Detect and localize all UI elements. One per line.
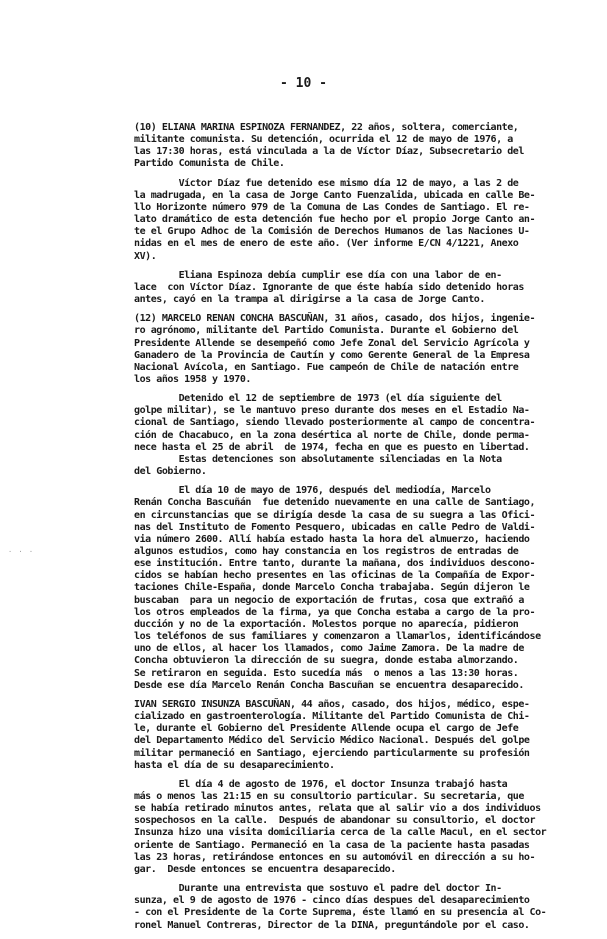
text-line: oriente de Santiago. Permaneció en la casa de la paciente hasta pasadas <box>134 839 530 851</box>
text-line: Nacional Avícola, en Santiago. Fue campeón de Chile de natación entre <box>134 361 519 373</box>
text-line: gar. Desde entonces se encuentra desaparecido. <box>134 863 396 875</box>
text-line: Eliana Espinoza debía cumplir ese día con una labor de en- <box>134 269 502 281</box>
text-line: Detenido el 12 de septiembre de 1973 (el día siguiente del <box>134 393 502 405</box>
text-line: más o menos las 21:15 en su consultorio particular. Su secretaria, que <box>134 790 524 802</box>
text-line: hasta el día de su desaparecimiento. <box>134 759 335 771</box>
text-line: nas del Instituto de Fomento Pesquero, ubicadas en calle Pedro de Valdi- <box>134 521 536 533</box>
text-line: uno de ellos, al hacer los llamados, como Jaime Zamora. De la madre de <box>134 643 524 655</box>
text-line: antes, cayó en la trampa al dirigirse a la casa de Jorge Canto. <box>134 294 485 306</box>
text-line: - con el Presidente de la Corte Suprema, éste llamó en su presencia al Co- <box>134 907 547 919</box>
paragraph <box>134 485 586 692</box>
text-line: taciones Chile-España, donde Marcelo Concha trabajaba. Según dijeron le <box>134 582 530 594</box>
text-line: nidas en el mes de enero de este año. (Ver informe E/CN 4/1221, Anexo <box>134 238 519 250</box>
text-line: militante comunista. Su detención, ocurrida el 12 de mayo de 1976, a <box>134 134 513 146</box>
text-line: ronel Manuel Contreras, Director de la DINA, preguntándole por el caso. <box>134 919 530 931</box>
text-line: ese institución. Entre tanto, durante la mañana, dos individuos descono- <box>134 558 536 570</box>
paragraph-gap <box>134 692 586 699</box>
paragraph-gap <box>134 263 586 270</box>
text-line: militar permaneció en Santiago, ejerciendo particularmente su profesión <box>134 747 530 759</box>
text-line: cional de Santiago, siendo llevado posteriormente al campo de concentra- <box>134 417 536 429</box>
page-number: - 10 - <box>280 76 327 91</box>
paragraph <box>134 883 586 932</box>
text-line: buscaban para un negocio de exportación de frutas, cosa que extrañó a <box>134 594 524 606</box>
paragraph-gap <box>134 876 586 883</box>
paragraph <box>134 699 586 772</box>
text-line: lato dramático de esta detención fue hecho por el propio Jorge Canto an- <box>134 214 536 226</box>
text-line: llo Horizonte número 979 de la Comuna de Las Condes de Santiago. El re- <box>134 201 530 213</box>
text-line: las 23 horas, retirándose entonces en su automóvil en dirección a su ho- <box>134 851 536 863</box>
text-line: la madrugada, en la casa de Jorge Canto Fuenzalida, ubicada en calle Be- <box>134 189 536 201</box>
text-line: Concha obtuvieron la dirección de su suegra, donde estaba almorzando. <box>134 655 519 667</box>
text-line: Insunza hizo una visita domiciliaria cerca de la calle Macul, en el sector <box>134 827 547 839</box>
text-line: en circunstancias que se dirigía desde la casa de su suegra a las Ofici- <box>134 509 536 521</box>
text-line: las 17:30 horas, está vinculada a la de Víctor Díaz, Subsecretario del <box>134 146 524 158</box>
text-line: se había retirado minutos antes, relata que al salir vio a dos individuos <box>134 803 541 815</box>
text-line: del Gobierno. <box>134 466 207 478</box>
paragraph <box>134 122 586 171</box>
text-line: Partido Comunista de Chile. <box>134 158 285 170</box>
text-line: golpe militar), se le mantuvo preso durante dos meses en el Estadio Na- <box>134 405 530 417</box>
text-line: cializado en gastroenterología. Militante del Partido Comunista de Chi- <box>134 711 530 723</box>
paragraph-gap <box>134 772 586 779</box>
text-line: los años 1958 y 1970. <box>134 373 251 385</box>
text-line: Durante una entrevista que sostuvo el padre del doctor In- <box>134 883 502 895</box>
text-line: IVAN SERGIO INSUNZA BASCUÑAN, 44 años, casado, dos hijos, médico, espe- <box>134 698 530 710</box>
text-line: Estas detenciones son absolutamente silenciadas en la Nota <box>134 453 502 465</box>
text-line: cidos se habían hecho presentes en las oficinas de la Compañía de Expor- <box>134 570 536 582</box>
text-line: Renán Concha Bascuñán fue detenido nuevamente en una calle de Santiago, <box>134 497 536 509</box>
text-line: nece hasta el 25 de abril de 1974, fecha en que es puesto en libertad. <box>134 441 530 453</box>
text-line: le, durante el Gobierno del Presidente Allende ocupa el cargo de Jefe <box>134 723 519 735</box>
paragraph <box>134 270 586 306</box>
text-line: algunos estudios, como hay constancia en los registros de entradas de <box>134 546 519 557</box>
text-line: sospechosos en la calle. Después de abandonar su consultorio, el doctor <box>134 815 536 827</box>
text-line: El día 10 de mayo de 1976, después del mediodía, Marcelo <box>134 485 491 497</box>
text-line: Víctor Díaz fue detenido ese mismo día 12 de mayo, a las 2 de <box>134 177 519 189</box>
text-line: ción de Chacabuco, en la zona desértica al norte de Chile, donde perma- <box>134 429 530 441</box>
text-line: del Departamento Médico del Servicio Médico Nacional. Después del golpe <box>134 735 530 747</box>
paragraph-gap <box>134 171 586 178</box>
paragraph <box>134 393 586 478</box>
text-line: Desde ese día Marcelo Renán Concha Bascuñan se encuentra desaparecido. <box>134 679 524 691</box>
paragraph <box>134 178 586 263</box>
text-line: Se retiraron en seguida. Esto sucedía más o menos a las 13:30 horas. <box>134 667 519 679</box>
text-line: Ganadero de la Provincia de Cautín y como Gerente General de la Empresa <box>134 349 530 361</box>
text-line: via número 2600. Allí había estado hasta la hora del almuerzo, haciendo <box>134 533 530 545</box>
paragraph <box>134 313 586 386</box>
document-body <box>134 122 586 932</box>
text-line: Presidente Allende se desempeñó como Jefe Zonal del Servicio Agrícola y <box>134 337 530 349</box>
text-line: XV). <box>134 250 157 262</box>
margin-mark: · · · <box>8 548 35 556</box>
text-line: ducción y no de la exportación. Molestos porque no aparecía, pidieron <box>134 618 519 630</box>
text-line: (10) ELIANA MARINA ESPINOZA FERNANDEZ, 22 años, soltera, comerciante, <box>134 122 519 133</box>
text-line: lace con Víctor Díaz. Ignorante de que éste había sido detenido horas <box>134 281 524 293</box>
text-line: te el Grupo Adhoc de la Comisión de Derechos Humanos de las Naciones U- <box>134 226 530 238</box>
text-line: los teléfonos de sus familiares y comenzaron a llamarlos, identificándose <box>134 631 541 643</box>
text-line: sunza, el 9 de agosto de 1976 - cinco días despues del desaparecimiento <box>134 895 530 907</box>
text-line: El día 4 de agosto de 1976, el doctor Insunza trabajó hasta <box>134 778 508 790</box>
paragraph <box>134 779 586 876</box>
text-line: ro agrónomo, militante del Partido Comunista. Durante el Gobierno del <box>134 325 519 337</box>
text-line: los otros empleados de la firma, ya que Concha estaba a cargo de la pro- <box>134 606 536 618</box>
text-line: (12) MARCELO RENAN CONCHA BASCUÑAN, 31 años, casado, dos hijos, ingenie- <box>134 313 536 325</box>
